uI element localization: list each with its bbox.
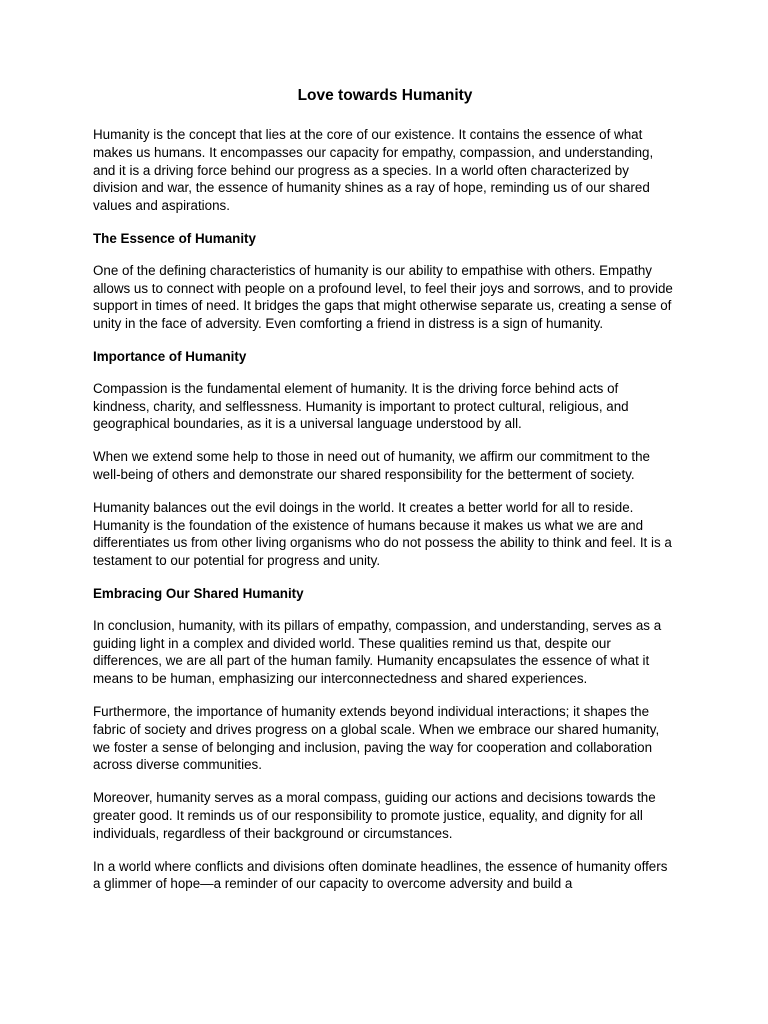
paragraph: Compassion is the fundamental element of humanity. It is the driving force behind acts of kindness, charity, and selflessness. Humanity is important to protect cultural, religious, and geographical boundaries, as it is a universal language understood by all. (93, 380, 629, 432)
paragraph: In a world where conflicts and divisions often dominate headlines, the essence of humanity offers a glimmer of hope—a reminder of our capacity to overcome adversity and build a (93, 858, 668, 892)
section-heading-embracing: Embracing Our Shared Humanity (93, 585, 304, 601)
paragraph: Furthermore, the importance of humanity extends beyond individual interactions; it shapes the fabric of society and drives progress on a global scale. When we embrace our shared humanity, we foster a sense of belonging and inclusion, paving the way for cooperation and collaboration across diverse communities. (93, 703, 660, 773)
paragraph: In conclusion, humanity, with its pillars of empathy, compassion, and understanding, serves as a guiding light in a complex and divided world. These qualities remind us that, despite our differences, we are all part of the human family. Humanity encapsulates the essence of what it means to be human, emphasizing our interconnectedness and shared experiences. (93, 617, 662, 687)
paragraph: When we extend some help to those in need out of humanity, we affirm our commitment to the well-being of others and demonstrate our shared responsibility for the betterment of society. (93, 449, 650, 482)
section-heading-importance: Importance of Humanity (93, 348, 247, 364)
document-page (93, 86, 677, 908)
section-heading-essence: The Essence of Humanity (93, 230, 256, 246)
paragraph: One of the defining characteristics of humanity is our ability to empathise with others. Empathy allows us to connect with people on a profound level, to feel their joys and sorrows, and to provide support in times of need. It bridges the gaps that might otherwise separate us, creating a sense of unity in the face of adversity. Even comforting a friend in distress is a sign of humanity. (93, 262, 673, 332)
paragraph: Moreover, humanity serves as a moral compass, guiding our actions and decisions towards the greater good. It reminds us of our responsibility to promote justice, equality, and dignity for all individuals, regardless of their background or circumstances. (93, 790, 656, 841)
paragraph: Humanity balances out the evil doings in the world. It creates a better world for all to reside. Humanity is the foundation of the existence of humans because it makes us what we are and differentiates us from other living organisms who do not possess the ability to think and feel. It is a testament to our potential for progress and unity. (93, 499, 672, 569)
intro-paragraph: Humanity is the concept that lies at the core of our existence. It contains the essence of what makes us humans. It encompasses our capacity for empathy, compassion, and understanding, and it is a driving force behind our progress as a species. In a world often characterized by division and war, the essence of humanity shines as a ray of hope, reminding us of our shared values and aspirations. (93, 127, 654, 214)
document-title: Love towards Humanity (297, 87, 473, 104)
